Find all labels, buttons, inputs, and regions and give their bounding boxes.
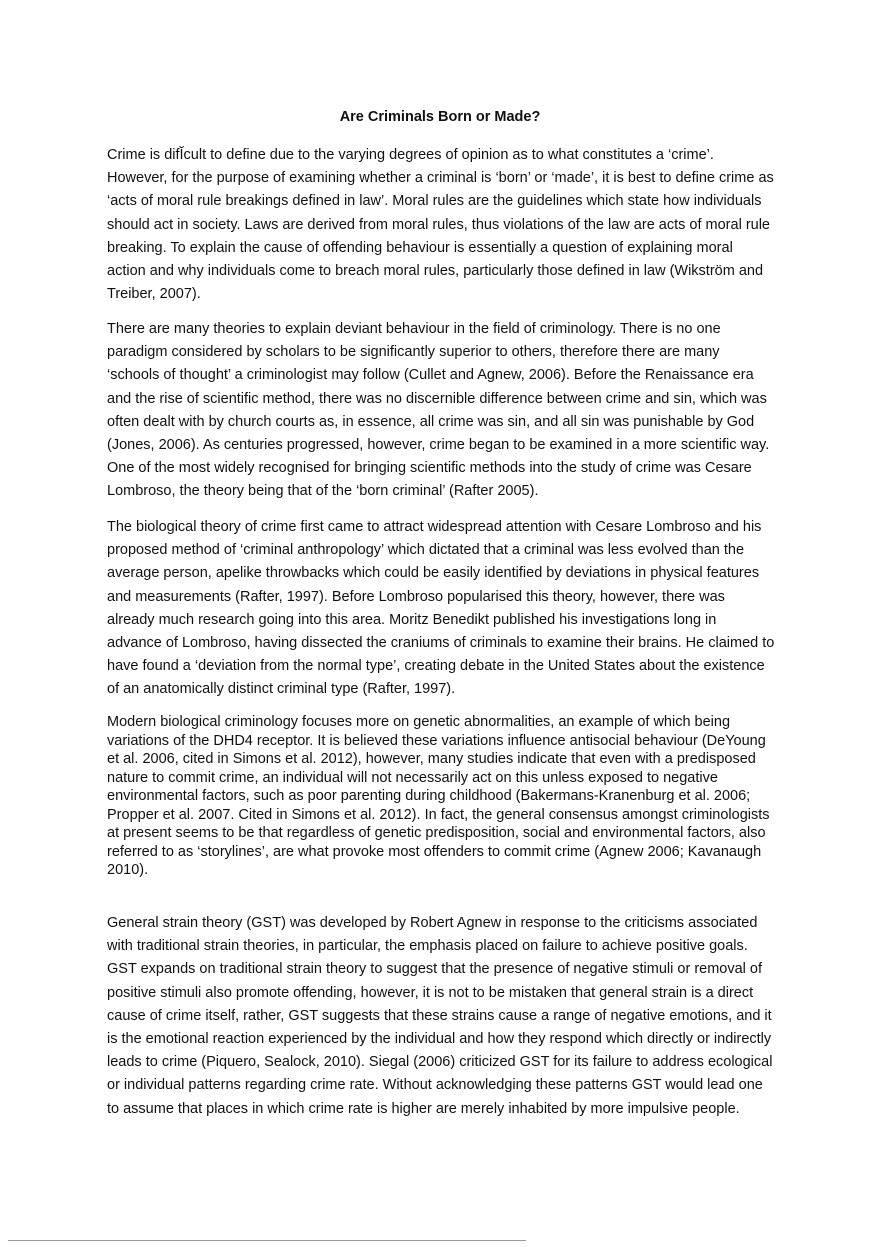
paragraph-biological-theory: The biological theory of crime first came to attract widespread attention with Cesare Lombroso and his proposed method of ‘criminal anthropology’ which dictated that a criminal was less evolved than the average person, apelike throwbacks which could be easily identified by deviations in physical features and measurements (Rafter, 1997). Before Lombroso popularised this theory, however, there was already much research going into this area. Moritz Benedikt published his investigations long in advance of Lombroso, having dissected the craniums of criminals to examine their brains. He claimed to have found a ‘deviation from the normal type’, creating debate in the United States about the existence of an anatomically distinct criminal type (Rafter, 1997).: [107, 519, 775, 698]
document-title: Are Criminals Born or Made?: [339, 109, 541, 125]
paragraph-criminology-theories: There are many theories to explain deviant behaviour in the field of criminology. There is no one paradigm considered by scholars to be significantly superior to others, therefore there are many ‘schools of thought’ a criminologist may follow (Cullet and Agnew, 2006). Before the Renaissance era and the rise of scientific method, there was no discernible difference between crime and sin, which was often dealt with by church courts as, in essence, all crime was sin, and all sin was punishable by God (Jones, 2006). As centuries progressed, however, crime began to be examined in a more scientific way. One of the most widely recognised for bringing scientific methods into the study of crime was Cesare Lombroso, the theory being that of the ‘born criminal’ (Rafter 2005).: [107, 321, 770, 500]
paragraph-modern-biological-criminology: Modern biological criminology focuses more on genetic abnormalities, an example of which being variations of the DHD4 receptor. It is believed these variations influence antisocial behaviour (DeYoung et al. 2006, cited in Simons et al. 2012), however, many studies indicate that even with a predisposed nature to commit crime, an individual will not necessarily act on this unless exposed to negative environmental factors, such as poor parenting during childhood (Bakermans-Kranenburg et al. 2006; Propper et al. 2007. Cited in Simons et al. 2012). In fact, the general consensus amongst criminologists at present seems to be that regardless of genetic predisposition, social and environmental factors, also referred to as ‘storylines’, are what provoke most offenders to commit crime (Agnew 2006; Kavanaugh 2010).: [107, 714, 770, 878]
paragraph-crime-definition: Crime is difĬcult to define due to the varying degrees of opinion as to what constitutes a ‘crime’. However, for the purpose of examining whether a criminal is ‘born’ or ‘made’, it is best to define crime as ‘acts of moral rule breakings defined in law’. Moral rules are the guidelines which state how individuals should act in society. Laws are derived from moral rules, thus violations of the law are acts of moral rule breaking. To explain the cause of offending behaviour is essentially a question of explaining moral action and why individuals come to breach moral rules, particularly those defined in law (Wikström and Treiber, 2007).: [107, 147, 774, 303]
footer-divider: [8, 1240, 526, 1241]
paragraph-general-strain-theory: General strain theory (GST) was developed by Robert Agnew in response to the criticisms associated with traditional strain theories, in particular, the emphasis placed on failure to achieve positive goals. GST expands on traditional strain theory to suggest that the presence of negative stimuli or removal of positive stimuli also promote offending, however, it is not to be mistaken that general strain is a direct cause of crime itself, rather, GST suggests that these strains cause a range of negative emotions, and it is the emotional reaction experienced by the individual and how they respond which directly or indirectly leads to crime (Piquero, Sealock, 2010). Siegal (2006) criticized GST for its failure to address ecological or individual patterns regarding crime rate. Without acknowledging these patterns GST would lead one to assume that places in which crime rate is higher are merely inhabited by more impulsive people.: [107, 915, 773, 1117]
